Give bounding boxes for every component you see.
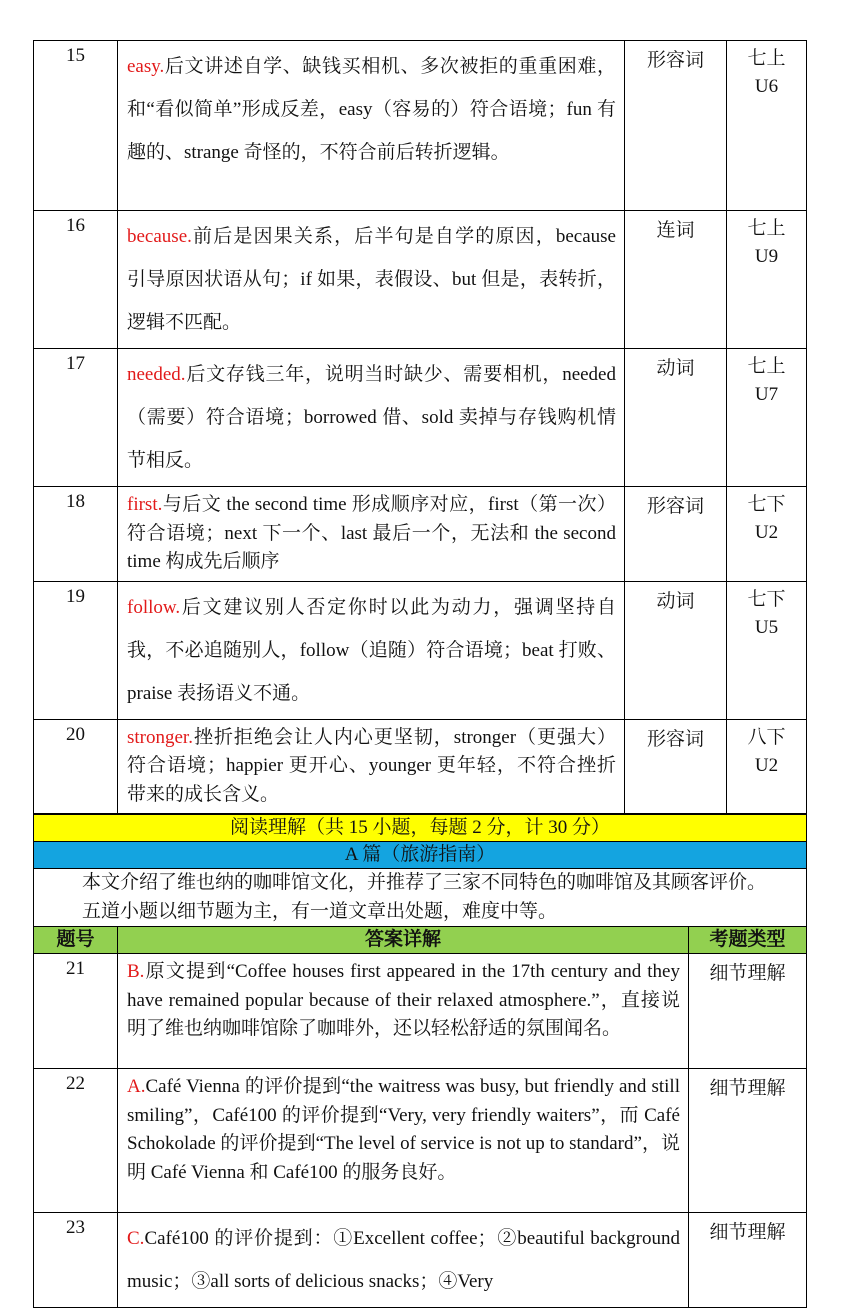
answer-explanation bbox=[118, 487, 625, 582]
unit-grade: 七上 bbox=[747, 356, 786, 377]
question-type: 细节理解 bbox=[689, 1213, 807, 1308]
answer-explanation bbox=[118, 954, 689, 1069]
part-of-speech: 动词 bbox=[625, 581, 727, 719]
unit-number: U2 bbox=[754, 522, 779, 543]
unit-grade: 七上 bbox=[747, 218, 786, 239]
part-of-speech: 形容词 bbox=[625, 41, 727, 211]
unit-grade: 七上 bbox=[747, 48, 786, 69]
unit-grade: 八下 bbox=[747, 726, 786, 748]
question-number: 16 bbox=[34, 211, 118, 349]
table-row bbox=[34, 719, 807, 814]
answer-word: needed. bbox=[127, 364, 186, 385]
explanation-text: 后文讲述自学、缺钱买相机、多次被拒的重重困难，和“看似简单”形成反差，easy（容易的）符合语境；fun 有趣的、strange 奇怪的，不符合前后转折逻辑。 bbox=[127, 56, 616, 163]
part-of-speech: 形容词 bbox=[625, 719, 727, 814]
textbook-unit bbox=[727, 349, 807, 487]
explanation-text: Café100 的评价提到：①Excellent coffee；②beautiful background music；③all sorts of delicious snacks；④Very bbox=[127, 1228, 680, 1292]
textbook-unit bbox=[727, 581, 807, 719]
question-number: 20 bbox=[34, 719, 118, 814]
explanation-text: Café Vienna 的评价提到“the waitress was busy, but friendly and still smiling”，Café100 的评价提到“Very, very friendly waiters”，而 Café Schokolade 的评价提到“The level of service is not up to standard”，说明 Café Vienna 和 Café100 的服务良好。 bbox=[127, 1076, 680, 1183]
explanation-text: 后文存钱三年，说明当时缺少、需要相机，needed（需要）符合语境；borrowed 借、sold 卖掉与存钱购机情节相反。 bbox=[127, 364, 616, 471]
unit-number: U7 bbox=[754, 384, 779, 405]
table-row bbox=[34, 1069, 807, 1213]
passage-banner-row bbox=[34, 842, 807, 869]
explanation-text: 前后是因果关系，后半句是自学的原因，because 引导原因状语从句；if 如果，表假设、but 但是，表转折，逻辑不匹配。 bbox=[127, 226, 616, 333]
textbook-unit bbox=[727, 487, 807, 582]
answer-explanation bbox=[118, 719, 625, 814]
answer-word: first. bbox=[127, 494, 163, 515]
answer-explanation bbox=[118, 41, 625, 211]
header-number: 题号 bbox=[34, 927, 118, 954]
explanation-text: 与后文 the second time 形成顺序对应，first（第一次）符合语境；next 下一个、last 最后一个，无法和 the second time 构成先后顺序 bbox=[127, 494, 616, 572]
part-of-speech: 连词 bbox=[625, 211, 727, 349]
intro-paragraph: 本文介绍了维也纳的咖啡馆文化，并推荐了三家不同特色的咖啡馆及其顾客评价。 bbox=[82, 872, 767, 893]
question-number: 17 bbox=[34, 349, 118, 487]
answer-key-page bbox=[33, 40, 806, 1308]
question-type: 细节理解 bbox=[689, 1069, 807, 1213]
question-number: 15 bbox=[34, 41, 118, 211]
answer-explanation bbox=[118, 581, 625, 719]
answer-explanation bbox=[118, 1069, 689, 1213]
unit-grade: 七下 bbox=[747, 588, 786, 610]
answer-letter: B. bbox=[127, 961, 145, 982]
table-row bbox=[34, 41, 807, 211]
unit-number: U5 bbox=[754, 616, 779, 638]
explanation-text: 原文提到“Coffee houses first appeared in the 17th century and they have remained popular because of their relaxed atmosphere.”，直接说明了维也纳咖啡馆除了咖啡外，还以轻松舒适的氛围闻名。 bbox=[127, 961, 680, 1039]
answer-explanation bbox=[118, 1213, 689, 1308]
answer-word: follow. bbox=[127, 596, 181, 618]
unit-number: U2 bbox=[754, 754, 779, 776]
explanation-text: 挫折拒绝会让人内心更坚韧，stronger（更强大）符合语境；happier 更开心、younger 更年轻，不符合挫折带来的成长含义。 bbox=[127, 726, 616, 805]
answer-word: stronger. bbox=[127, 726, 193, 748]
table-row bbox=[34, 349, 807, 487]
header-detail: 答案详解 bbox=[118, 927, 689, 954]
column-header-row bbox=[34, 927, 807, 954]
table-row bbox=[34, 487, 807, 582]
answer-explanation bbox=[118, 211, 625, 349]
section-banner: 阅读理解（共 15 小题，每题 2 分，计 30 分） bbox=[34, 815, 807, 842]
unit-number: U6 bbox=[754, 76, 779, 97]
answer-letter: A. bbox=[127, 1076, 146, 1097]
table-row bbox=[34, 1213, 807, 1308]
answer-explanation bbox=[118, 349, 625, 487]
passage-intro bbox=[34, 869, 807, 927]
textbook-unit bbox=[727, 719, 807, 814]
table-row bbox=[34, 954, 807, 1069]
header-type: 考题类型 bbox=[689, 927, 807, 954]
passage-banner: A 篇（旅游指南） bbox=[34, 842, 807, 869]
vocab-answer-table bbox=[33, 40, 807, 814]
question-number: 18 bbox=[34, 487, 118, 582]
answer-word: because. bbox=[127, 226, 192, 247]
question-number: 22 bbox=[34, 1069, 118, 1213]
intro-row bbox=[34, 869, 807, 927]
reading-section-table bbox=[33, 814, 807, 1308]
table-row bbox=[34, 581, 807, 719]
table-row bbox=[34, 211, 807, 349]
textbook-unit bbox=[727, 211, 807, 349]
part-of-speech: 动词 bbox=[625, 349, 727, 487]
answer-letter: C. bbox=[127, 1228, 145, 1249]
intro-paragraph: 五道小题以细节题为主，有一道文章出处题，难度中等。 bbox=[82, 900, 558, 922]
explanation-text: 后文建议别人否定你时以此为动力，强调坚持自我，不必追随别人，follow（追随）符合语境；beat 打败、praise 表扬语义不通。 bbox=[127, 596, 616, 704]
unit-number: U9 bbox=[754, 246, 779, 267]
question-number: 19 bbox=[34, 581, 118, 719]
part-of-speech: 形容词 bbox=[625, 487, 727, 582]
question-number: 23 bbox=[34, 1213, 118, 1308]
section-banner-row bbox=[34, 815, 807, 842]
question-type: 细节理解 bbox=[689, 954, 807, 1069]
unit-grade: 七下 bbox=[747, 494, 786, 515]
textbook-unit bbox=[727, 41, 807, 211]
answer-word: easy. bbox=[127, 56, 165, 77]
question-number: 21 bbox=[34, 954, 118, 1069]
